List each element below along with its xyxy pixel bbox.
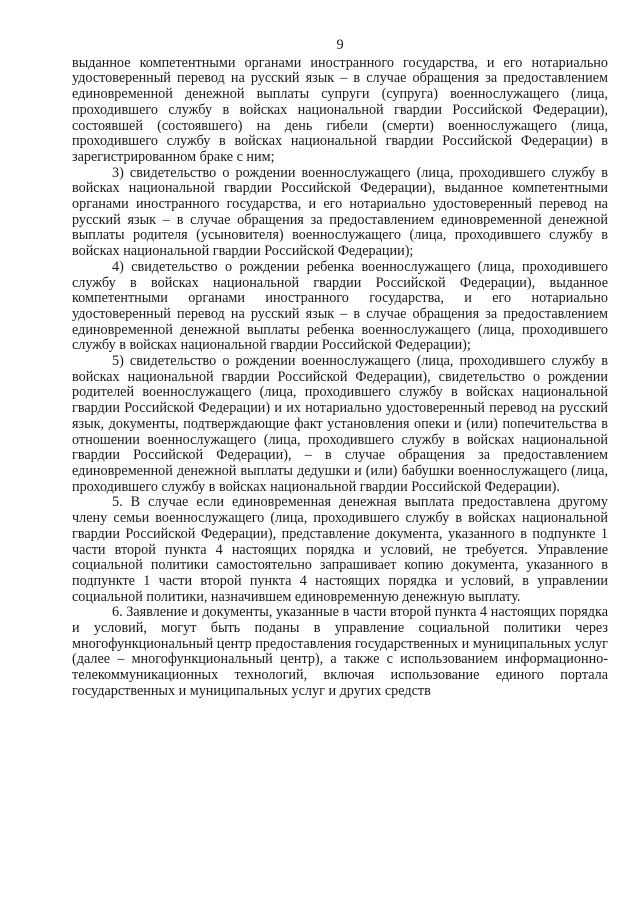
page-number: 9 (336, 37, 344, 53)
paragraph-item-5: 5) свидетельство о рождении военнослужащего (лица, проходившего службу в войсках национальной гвардии Российской Федерации), свидетельство о рождении родителей военнослужащего (лица, проходившего службу в войсках национальной гвардии Российской Федерации) и их нотариально удостоверенный перевод на русский язык, документы, подтверждающие факт установления опеки и (или) попечительства в отношении военнослужащего (лица, проходившего службу в войсках национальной гвардии Российской Федерации), – в случае обращения за предоставлением единовременной денежной выплаты дедушки и (или) бабушки военнослужащего (лица, проходившего службу в войсках национальной гвардии Российской Федерации). (72, 353, 608, 495)
paragraph-item-4: 4) свидетельство о рождении ребенка военнослужащего (лица, проходившего службу в войсках национальной гвардии Российской Федерации), выданное компетентными органами иностранного государства, и его нотариально удостоверенный перевод на русский язык – в случае обращения за предоставлением единовременной денежной выплаты ребенка военнослужащего (лица, проходившего службу в войсках национальной гвардии Российской Федерации); (72, 258, 608, 354)
document-page (72, 38, 608, 700)
paragraph-clause-5: 5. В случае если единовременная денежная выплата предоставлена другому члену семьи военнослужащего (лица, проходившего службу в войсках национальной гвардии Российской Федерации), представление документа, указанного в подпункте 1 части второй пункта 4 настоящих порядка и условий, не требуется. Управление социальной политики самостоятельно запрашивает копию документа, указанного в подпункте 1 части второй пункта 4 настоящих порядка и условий, в управлении социальной политики, назначившем единовременную денежную выплату. (72, 494, 608, 605)
paragraph-item-3: 3) свидетельство о рождении военнослужащего (лица, проходившего службу в войсках национальной гвардии Российской Федерации), выданное компетентными органами иностранного государства, и его нотариально удостоверенный перевод на русский язык – в случае обращения за предоставлением единовременной денежной выплаты родителя (усыновителя) военнослужащего (лица, проходившего службу в войсках национальной гвардии Российской Федерации); (72, 164, 608, 260)
paragraph-continuation: выданное компетентными органами иностранного государства, и его нотариально удостоверенный перевод на русский язык – в случае обращения за предоставлением единовременной денежной выплаты супруги (супруга) военнослужащего (лица, проходившего службу в войсках национальной гвардии Российской Федерации), состоявшей (состоявшего) на день гибели (смерти) военнослужащего (лица, проходившего службу в войсках национальной гвардии Российской Федерации) в зарегистрированном браке с ним; (72, 54, 608, 165)
paragraph-clause-6: 6. Заявление и документы, указанные в части второй пункта 4 настоящих порядка и условий, могут быть поданы в управление социальной политики через многофункциональный центр предоставления государственных и муниципальных услуг (далее – многофункциональный центр), а также с использованием информационно-телекоммуникационных технологий, включая использование единого портала государственных и муниципальных услуг и других средств (72, 604, 608, 699)
